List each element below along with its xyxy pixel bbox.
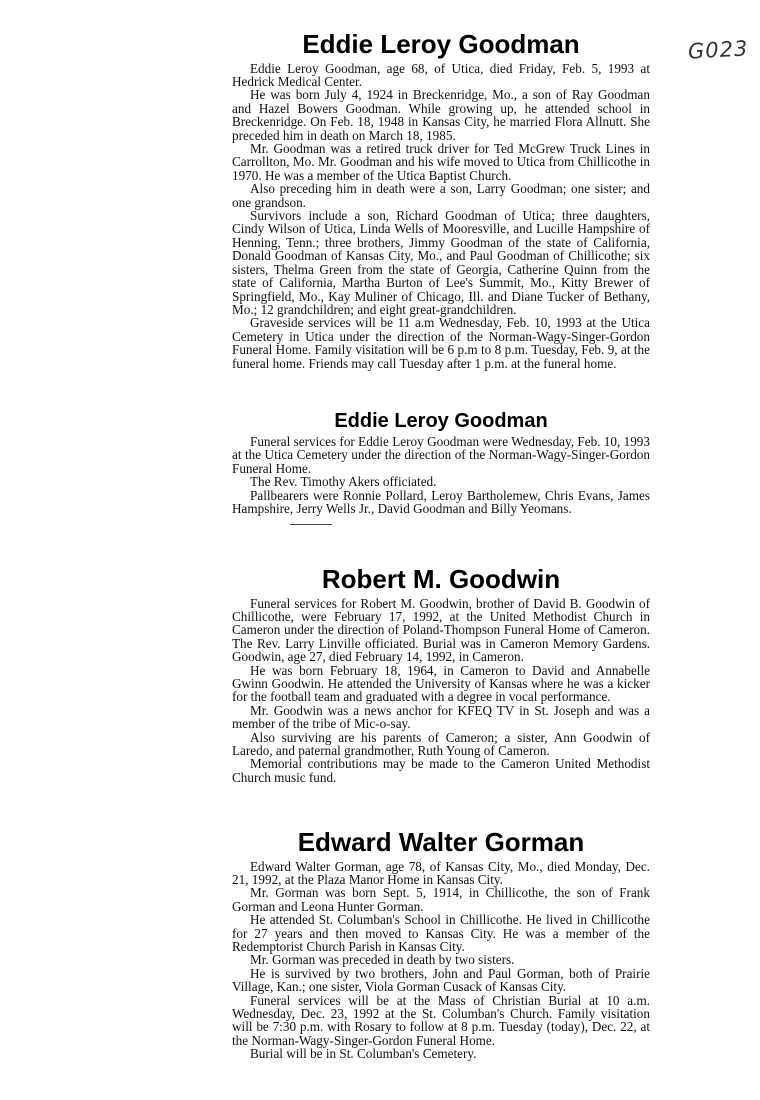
obituary-name-heading: Eddie Leroy Goodman [302,29,580,59]
separator-rule [290,524,332,525]
obituary-paragraph: Mr. Goodwin was a news anchor for KFEQ TV in St. Joseph and was a member of the tribe of Mic-o-say. [232,702,650,732]
obituary-paragraph: Funeral services will be at the Mass of Christian Burial at 10 a.m. Wednesday, Dec. 23, 1992 at the St. Columban's Church. Family visitation will be 7:30 p.m. with Rosary to follow at 8 p.m. Tuesday (today), Dec. 22, at the Norman-Wagy-Singer-Gordon Funeral Home. [232,992,650,1048]
obituary-name-heading: Edward Walter Gorman [297,827,585,857]
obituary-name-heading: Eddie Leroy Goodman [334,410,548,432]
obituary-edward-gorman [232,828,650,1061]
obituary-paragraph: Mr. Gorman was born Sept. 5, 1914, in Chillicothe, the son of Frank Gorman and Leona Hunter Gorman. [232,885,650,914]
obituary-paragraph: Pallbearers were Ronnie Pollard, Leroy Bartholemew, Chris Evans, James Hampshire, Jerry Wells Jr., David Goodman and Billy Yeomans. [232,487,650,517]
obituary-paragraph: Funeral services for Eddie Leroy Goodman were Wednesday, Feb. 10, 1993 at the Utica Cemetery under the direction of the Norman-Wagy-Singer-Gordon Funeral Home. [232,434,650,476]
obituary-paragraph: Graveside services will be 11 a.m Wednesday, Feb. 10, 1993 at the Utica Cemetery in Utica under the direction of the Norman-Wagy-Singer-Gordon Funeral Home. Family visitation will be 6 p.m to 8 p.m. Tuesday, Feb. 9, at the funeral home. Friends may call Tuesday after 1 p.m. at the funeral home. [232,315,650,371]
obituary-paragraph: He was born July 4, 1924 in Breckenridge, Mo., a son of Ray Goodman and Hazel Bowers Goodman. While growing up, he attended school in Breckenridge. On Feb. 18, 1948 in Kansas City, he married Flora Allnutt. She preceded him in death on March 18, 1985. [232,87,650,143]
obituary-name-heading: Robert M. Goodwin [321,564,561,594]
obituary-paragraph: Mr. Gorman was preceded in death by two sisters. [250,952,515,968]
obituary-paragraph: Edward Walter Gorman, age 78, of Kansas City, Mo., died Monday, Dec. 21, 1992, at the Plaza Manor Home in Kansas City. [232,858,650,887]
obituary-paragraph: Also surviving are his parents of Cameron; a sister, Ann Goodwin of Laredo, and paternal grandmother, Ruth Young of Cameron. [232,729,650,759]
obituary-eddie-goodman [232,30,650,370]
obituary-paragraph: He is survived by two brothers, John and Paul Gorman, both of Prairie Village, Kan.; one sister, Viola Gorman Cusack of Kansas City. [232,965,650,995]
handwritten-reference-note: G023 [687,36,749,64]
obituary-robert-goodwin [232,565,650,784]
obituary-paragraph: He attended St. Columban's School in Chillicothe. He lived in Chillicothe for 27 years and then moved to Kansas City. He was a member of the Redemptorist Church Parish in Kansas City. [232,912,650,955]
obituary-paragraph: Also preceding him in death were a son, Larry Goodman; one sister; and one grandson. [232,181,650,210]
obituary-paragraph: He was born February 18, 1964, in Cameron to David and Annabelle Gwinn Goodwin. He attended the University of Kansas where he was a kicker for the football team and graduated with a degree in vocal performance. [232,662,650,705]
obituary-paragraph: Funeral services for Robert M. Goodwin, brother of David B. Goodwin of Chillicothe, were February 17, 1992, at the United Methodist Church in Cameron under the direction of Poland-Thompson Funeral Home of Cameron. The Rev. Larry Linville officiated. Burial was in Cameron Memory Gardens. Goodwin, age 27, died February 14, 1992, in Cameron. [232,595,650,665]
obituary-paragraph: Eddie Leroy Goodman, age 68, of Utica, died Friday, Feb. 5, 1993 at Hedrick Medical Center. [232,60,650,89]
funeral-notice-eddie-goodman [232,410,650,515]
obituary-paragraph: Mr. Goodman was a retired truck driver for Ted McGrew Truck Lines in Carrollton, Mo. Mr. Goodman and his wife moved to Utica from Chillicothe in 1970. He was a member of the Utica Baptist Church. [232,141,650,183]
obituary-paragraph: Memorial contributions may be made to the Cameron United Methodist Church music fund. [232,756,650,785]
obituary-paragraph: Survivors include a son, Richard Goodman of Utica; three daughters, Cindy Wilson of Utica, Linda Wells of Mooresville, and Lucille Hampshire of Henning, Tenn.; three brothers, Jimmy Goodman of the state of California, Donald Goodman of Kansas City, Mo., and Paul Goodman of Chillicothe; six sisters, Thelma Green from the state of Georgia, Catherine Quinn from the state of California, Martha Burton of Lee's Summit, Mo., Kitty Brewer of Springfield, Mo., Kay Muliner of Chicago, Ill. and Diane Tucker of Bethany, Mo.; 12 grandchildren; and eight great-grandchildren. [232,208,650,317]
obituary-paragraph: The Rev. Timothy Akers officiated. [250,474,437,490]
obituary-paragraph: Burial will be in St. Columban's Cemetery. [250,1046,477,1062]
